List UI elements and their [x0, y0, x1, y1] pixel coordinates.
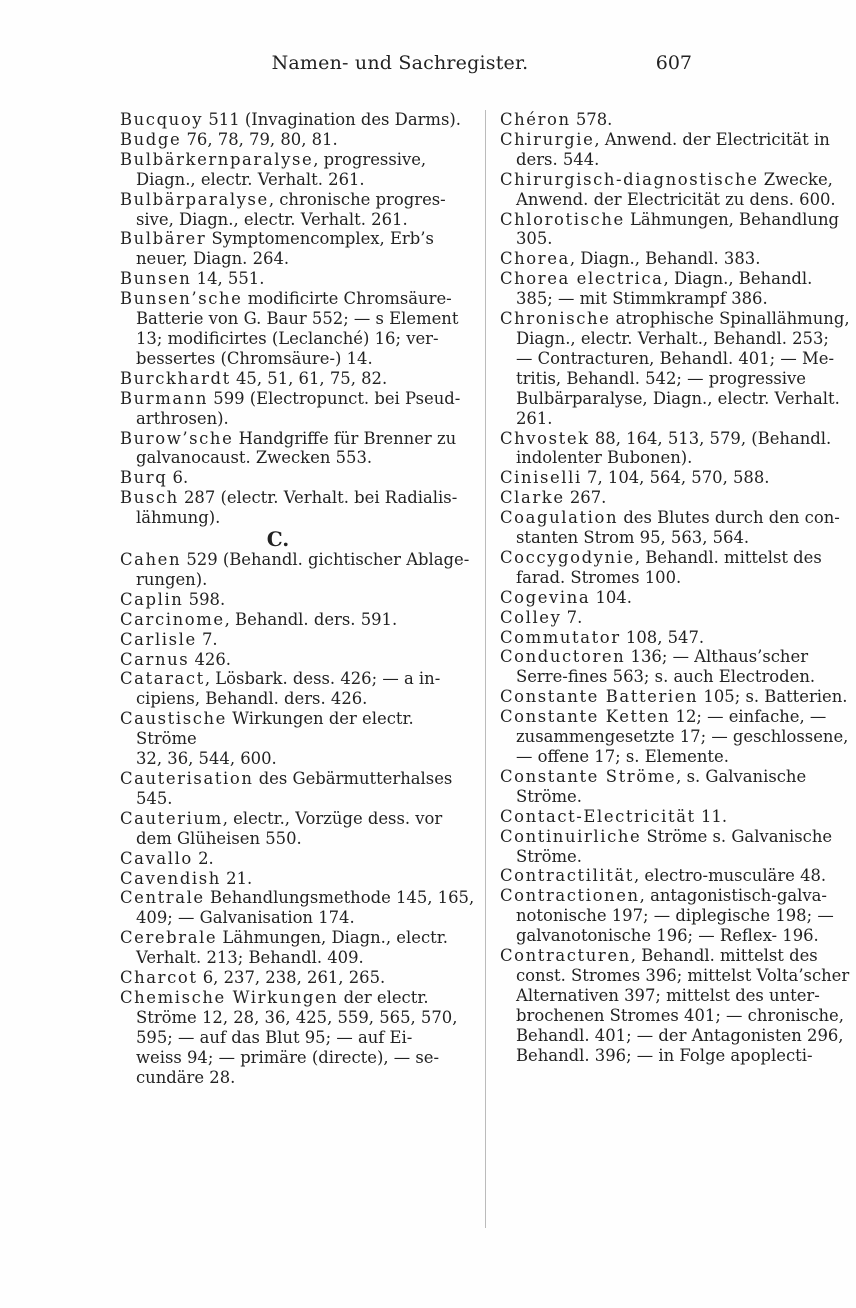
- entry-references: , Lösbark. dess. 426; — a in- cipiens, Behandl. ders. 426.: [136, 669, 441, 709]
- entry-references: der electr. Ströme 12, 28, 36, 425, 559, 565, 570, 595; — auf das Blut 95; — auf Ei- weiss 94; — primäre (directe), — se- cundäre 28.: [136, 987, 458, 1087]
- entry-headword: Contractionen: [500, 886, 640, 906]
- entry-headword: Chirurgie: [500, 129, 595, 149]
- index-entry: [120, 669, 476, 709]
- entry-references: 45, 51, 61, 75, 82.: [230, 368, 388, 388]
- entry-headword: Conductoren: [500, 647, 626, 667]
- entry-references: 598.: [183, 589, 226, 609]
- index-entry: [120, 709, 476, 769]
- entry-headword: Carcinome: [120, 609, 225, 629]
- entry-headword: Chvostek: [500, 428, 590, 448]
- index-column-left: [120, 110, 476, 1088]
- entry-references: 21.: [220, 868, 253, 888]
- index-entry: [120, 769, 476, 809]
- entry-references: des Blutes durch den con- stanten Strom 95, 563, 564.: [516, 508, 840, 548]
- index-entry: [120, 888, 476, 928]
- index-entry: [500, 628, 856, 648]
- index-entry: [500, 130, 856, 170]
- entry-references: , antagonistisch-galva- notonische 197; — diplegische 198; — galvanotonische 196; — Reflex- 196.: [516, 886, 834, 946]
- index-entry: [500, 608, 856, 628]
- entry-references: Handgriffe für Brenner zu galvanocaust. Zwecken 553.: [136, 428, 457, 468]
- entry-references: 267.: [564, 488, 607, 508]
- entry-headword: Constante Ströme: [500, 766, 677, 786]
- index-entry: [500, 807, 856, 827]
- entry-references: 599 (Electropunct. bei Pseud- arthrosen).: [136, 388, 461, 428]
- index-entry: [500, 508, 856, 548]
- entry-headword: Carlisle: [120, 629, 197, 649]
- entry-references: , Anwend. der Electricität in ders. 544.: [516, 129, 830, 169]
- index-entry: [120, 150, 476, 190]
- entry-headword: Cataract: [120, 669, 205, 689]
- entry-headword: Cavendish: [120, 868, 221, 888]
- index-entry: [500, 767, 856, 807]
- entry-headword: Coccygodynie: [500, 547, 635, 567]
- entry-references: Lähmungen, Diagn., electr. Verhalt. 213; Behandl. 409.: [136, 928, 448, 968]
- index-entry: [120, 229, 476, 269]
- index-entry: [120, 429, 476, 469]
- index-entry: [120, 809, 476, 849]
- index-entry: [500, 170, 856, 210]
- entry-headword: Chemische Wirkungen: [120, 987, 339, 1007]
- running-title: Namen- und Sachregister.: [271, 52, 529, 74]
- index-entry: [120, 869, 476, 889]
- entry-headword: Busch: [120, 488, 179, 508]
- entry-references: 6.: [167, 468, 189, 488]
- entry-headword: Constante Ketten: [500, 707, 671, 727]
- index-entry: [120, 590, 476, 610]
- index-entry: [120, 630, 476, 650]
- entry-references: , s. Galvanische Ströme.: [516, 766, 807, 806]
- entry-headword: Coagulation: [500, 508, 619, 528]
- entries-right-section: [500, 110, 856, 1066]
- entry-references: 76, 78, 79, 80, 81.: [181, 129, 338, 149]
- section-letter-heading: C.: [266, 527, 290, 552]
- index-entry: [120, 849, 476, 869]
- index-entry: [120, 130, 476, 150]
- entry-headword: Contractilität: [500, 866, 634, 886]
- entry-references: 511 (Invagination des Darms).: [203, 110, 461, 129]
- index-entry: [120, 289, 476, 369]
- index-entry: [500, 309, 856, 428]
- entry-headword: Charcot: [120, 968, 198, 988]
- entry-references: , Behandl. ders. 591.: [224, 609, 398, 629]
- entry-headword: Bulbärer: [120, 229, 207, 249]
- page-header: [0, 52, 800, 84]
- entries-before-section: [120, 110, 476, 528]
- entry-references: 529 (Behandl. gichtischer Ablage- rungen).: [136, 550, 470, 589]
- entry-headword: Caplin: [120, 589, 184, 609]
- entry-headword: Ciniselli: [500, 468, 582, 488]
- entry-headword: Centrale: [120, 888, 205, 908]
- page-number: 607: [655, 52, 692, 74]
- entry-references: Lähmungen, Behandlung 305.: [516, 209, 840, 249]
- entry-headword: Contracturen: [500, 946, 631, 966]
- index-entry: [500, 866, 856, 886]
- entry-references: atrophische Spinallähmung, Diagn., electr. Verhalt., Behandl. 253; — Contracturen, Behandl. 401; — Me- tritis, Behandl. 542; — progressive Bulbärparalyse, Diagn., electr. Verhalt. 261.: [516, 309, 850, 428]
- entry-references: 108, 547.: [620, 627, 705, 647]
- index-entry: [500, 488, 856, 508]
- index-entry: [500, 429, 856, 469]
- entry-headword: Cerebrale: [120, 928, 218, 948]
- index-entry: [120, 488, 476, 528]
- entry-references: 11.: [695, 806, 728, 826]
- entry-references: Symptomencomplex, Erb’s neuer, Diagn. 264.: [136, 229, 434, 269]
- entry-headword: Chéron: [500, 110, 571, 129]
- index-entry: [500, 647, 856, 687]
- column-divider: [485, 110, 486, 1228]
- entry-headword: Caustische: [120, 709, 227, 729]
- index-entry: [120, 610, 476, 630]
- index-entry: [120, 650, 476, 670]
- entry-headword: Cahen: [120, 550, 182, 570]
- index-entry: [120, 968, 476, 988]
- index-entry: [120, 269, 476, 289]
- entry-references: 6, 237, 238, 261, 265.: [197, 968, 386, 988]
- entry-headword: Cogevina: [500, 587, 591, 607]
- entry-headword: Continuirliche: [500, 826, 642, 846]
- entry-references: , Behandl. mittelst des const. Stromes 396; mittelst Volta’scher Alternativen 397; mittelst des unter- brochenen Stromes 401; — chronische, Behandl. 401; — der Antagonisten 296, Behandl. 396; — in Folge apoplecti-: [516, 946, 850, 1065]
- entry-headword: Commutator: [500, 627, 621, 647]
- entry-references: , progressive, Diagn., electr. Verhalt. 261.: [136, 149, 427, 189]
- index-entry: [500, 827, 856, 867]
- index-entry: [120, 550, 476, 590]
- entry-headword: Chorea: [500, 249, 570, 269]
- index-entry: [120, 468, 476, 488]
- entry-headword: Budge: [120, 129, 182, 149]
- entry-references: modificirte Chromsäure- Batterie von G. Baur 552; — s Element 13; modificirtes (Leclanché) 16; ver- bessertes (Chromsäure-) 14.: [136, 289, 459, 368]
- entry-references: 14, 551.: [191, 269, 265, 289]
- entry-references: 7, 104, 564, 570, 588.: [581, 468, 770, 488]
- entry-references: , Behandl. mittelst des farad. Stromes 100.: [516, 547, 822, 587]
- index-entry: [500, 249, 856, 269]
- index-entry: [500, 707, 856, 767]
- entry-headword: Clarke: [500, 488, 565, 508]
- entry-references: , Diagn., Behandl. 385; — mit Stimmkrampf 386.: [516, 269, 813, 309]
- entry-headword: Burq: [120, 468, 168, 488]
- entry-references: , chronische progres- sive, Diagn., electr. Verhalt. 261.: [136, 189, 446, 229]
- index-entry: [500, 946, 856, 1065]
- entry-headword: Chlorotische: [500, 209, 625, 229]
- index-entry: [500, 468, 856, 488]
- index-entry: [120, 389, 476, 429]
- entry-references: 88, 164, 513, 579, (Behandl. indolenter Bubonen).: [516, 428, 832, 468]
- index-entry: [500, 588, 856, 608]
- entry-headword: Cauterium: [120, 808, 223, 828]
- index-entry: [120, 110, 476, 130]
- entry-references: 426.: [189, 649, 231, 669]
- entry-references: Ströme s. Galvanische Ströme.: [516, 826, 833, 866]
- entry-references: 136; — Althaus’scher Serre-fines 563; s. auch Electroden.: [516, 647, 816, 687]
- entry-headword: Contact-Electricität: [500, 806, 696, 826]
- entry-headword: Bucquoy: [120, 110, 204, 129]
- entry-headword: Burmann: [120, 388, 209, 408]
- index-entry: [500, 269, 856, 309]
- entry-references: 105; s. Batterien.: [698, 687, 848, 707]
- index-entry: [500, 886, 856, 946]
- entry-references: 578.: [570, 110, 613, 129]
- entry-references: 104.: [590, 587, 632, 607]
- entry-references: , Diagn., Behandl. 383.: [569, 249, 761, 269]
- index-entry: [120, 190, 476, 230]
- entry-references: 2.: [192, 848, 214, 868]
- index-column-right: [500, 110, 856, 1066]
- entry-headword: Colley: [500, 607, 562, 627]
- entry-headword: Bunsen’sche: [120, 289, 243, 309]
- entry-references: , electro-musculäre 48.: [634, 866, 827, 886]
- entry-headword: Burow’sche: [120, 428, 234, 448]
- entry-references: Zwecke, Anwend. der Electricität zu dens. 600.: [516, 169, 836, 209]
- entry-references: des Gebärmutterhalses 545.: [136, 769, 453, 808]
- entry-references: Wirkungen der electr. Ströme 32, 36, 544, 600.: [136, 709, 414, 769]
- index-entry: [500, 110, 856, 130]
- index-entry: [500, 687, 856, 707]
- entry-headword: Burckhardt: [120, 368, 231, 388]
- entry-references: 7.: [196, 629, 218, 649]
- entry-headword: Constante Batterien: [500, 687, 699, 707]
- entry-headword: Chronische: [500, 309, 611, 329]
- entry-headword: Bulbärparalyse: [120, 189, 269, 209]
- index-entry: [500, 548, 856, 588]
- entry-headword: Carnus: [120, 649, 190, 669]
- index-entry: [120, 988, 476, 1088]
- entries-c-section: [120, 550, 476, 1087]
- entry-headword: Cauterisation: [120, 769, 254, 788]
- entry-headword: Chirurgisch-diagnostische: [500, 169, 759, 189]
- index-entry: [120, 369, 476, 389]
- entry-references: 12; — einfache, — zusammengesetzte 17; — geschlossene, — offene 17; s. Elemente.: [516, 707, 849, 766]
- index-entry: [120, 928, 476, 968]
- entry-headword: Bunsen: [120, 269, 192, 289]
- entry-headword: Cavallo: [120, 848, 193, 868]
- entry-references: Behandlungsmethode 145, 165, 409; — Galvanisation 174.: [136, 888, 475, 928]
- entry-references: , electr., Vorzüge dess. vor dem Glüheisen 550.: [136, 808, 443, 848]
- index-entry: [500, 210, 856, 250]
- entry-references: 7.: [561, 607, 583, 627]
- entry-references: 287 (electr. Verhalt. bei Radialis- lähmung).: [136, 488, 458, 528]
- entry-headword: Chorea electrica: [500, 269, 664, 289]
- entry-headword: Bulbärkernparalyse: [120, 149, 314, 169]
